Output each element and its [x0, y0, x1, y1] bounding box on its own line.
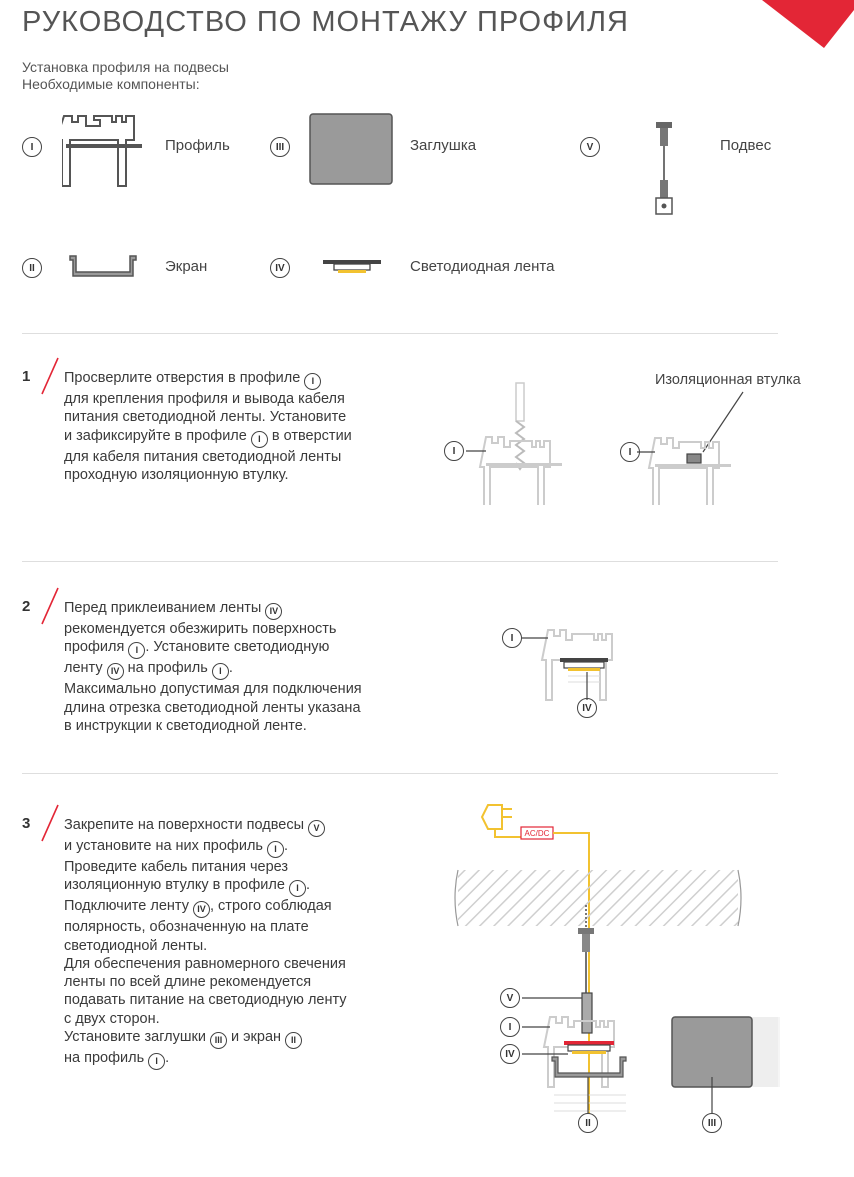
brand-corner-mark [754, 0, 854, 48]
step-text-line: длина отрезка светодиодной ленты указана [64, 699, 361, 716]
roman-marker-i: I [289, 880, 306, 897]
step-text-line: и экран [231, 1029, 282, 1046]
roman-marker-iii: III [210, 1032, 227, 1049]
step-text-line: Закрепите на поверхности подвесы [64, 817, 305, 833]
step-text-line: и зафиксируйте в профиле [64, 427, 247, 444]
step-2-accent-slash [38, 586, 64, 626]
intro-line-1: Установка профиля на подвесы [22, 59, 229, 75]
roman-marker-i: I [251, 431, 268, 448]
step-text-line: Перед приклеиванием ленты [64, 600, 262, 616]
step-3-assembly-diagram [440, 795, 780, 1145]
divider [22, 561, 778, 562]
step-3-text [64, 816, 347, 1070]
step-text-line: Для обеспечения равномерного свечения [64, 955, 346, 972]
roman-marker-i: I [267, 841, 284, 858]
step-1-number: 1 [22, 368, 31, 385]
intro-line-2: Необходимые компоненты: [22, 76, 200, 92]
step-text-line: подавать питание на светодиодную ленту [64, 992, 347, 1009]
roman-marker-iv: IV [500, 1044, 520, 1064]
power-supply-label: AC/DC [524, 829, 550, 838]
step-2-text [64, 599, 362, 735]
roman-marker-i: I [502, 628, 522, 648]
step-text-line: в инструкции к светодиодной ленте. [64, 717, 307, 734]
component-label-suspension: Подвес [720, 137, 772, 154]
roman-marker-i: I [22, 137, 42, 157]
component-label-screen: Экран [165, 258, 208, 275]
roman-marker-i: I [148, 1053, 165, 1070]
drill-bit-icon [516, 383, 524, 469]
step-text-line: для кабеля питания светодиодной ленты [64, 448, 342, 465]
step-text-line: , строго соблюдая [210, 898, 332, 915]
roman-marker-i: I [444, 441, 464, 461]
step-3-number: 3 [22, 815, 31, 832]
roman-marker-ii: II [285, 1032, 302, 1049]
roman-marker-i: I [304, 373, 321, 390]
power-plug-icon [482, 805, 521, 837]
component-label-end-cap: Заглушка [410, 137, 477, 154]
roman-marker-v: V [308, 820, 325, 837]
divider [22, 333, 778, 334]
step-text-line: светодиодной ленты. [64, 937, 208, 954]
profile-icon [62, 112, 146, 188]
roman-marker-iv: IV [265, 603, 282, 620]
bushing-callout-label: Изоляционная втулка [655, 372, 801, 388]
roman-marker-v: V [500, 988, 520, 1008]
led-strip-icon [322, 256, 382, 276]
step-text-line: и установите на них профиль [64, 838, 263, 854]
step-text-line: Подключите ленту [64, 898, 189, 915]
step-text-line: проходную изоляционную втулку. [64, 466, 289, 483]
step-text-line: . [284, 838, 289, 854]
roman-marker-i: I [500, 1017, 520, 1037]
divider [22, 773, 778, 774]
step-text-line: рекомендуется обезжирить поверхность [64, 621, 337, 637]
step-text-line: в отверстии [271, 427, 352, 444]
step-1-drilling-diagram [440, 375, 580, 505]
roman-marker-iii: III [702, 1113, 722, 1133]
step-text-line: . [165, 1050, 170, 1067]
step-text-line: ленту [64, 660, 103, 677]
step-text-line: изоляционную втулку в профиле [64, 877, 285, 894]
roman-marker-ii: II [22, 258, 42, 278]
step-2-number: 2 [22, 598, 31, 615]
step-text-line: ленты по всей длине рекомендуется [64, 974, 312, 991]
roman-marker-v: V [580, 137, 600, 157]
step-1-text [64, 369, 352, 484]
diffuser-screen-icon [66, 250, 140, 280]
roman-marker-iv: IV [107, 663, 124, 680]
intro [22, 59, 229, 93]
step-1-accent-slash [38, 356, 64, 396]
step-text-line: . [228, 660, 233, 677]
step-1-bushing-diagram [615, 380, 825, 505]
step-text-line: питания светодиодной ленты. Установите [64, 409, 347, 426]
roman-marker-i: I [212, 663, 229, 680]
roman-marker-iv: IV [193, 901, 210, 918]
step-text-line: профиля [64, 639, 125, 656]
step-text-line: на профиль [64, 1050, 145, 1067]
page-title: РУКОВОДСТВО ПО МОНТАЖУ ПРОФИЛЯ [22, 6, 629, 38]
roman-marker-iv: IV [577, 698, 597, 718]
step-text-line: с двух сторон. [64, 1010, 160, 1027]
roman-marker-i: I [128, 642, 145, 659]
step-text-line: . Установите светодиодную [145, 639, 330, 656]
step-text-line: для крепления профиля и вывода кабеля [64, 391, 345, 407]
step-3-accent-slash [38, 803, 64, 843]
end-cap-icon [309, 113, 393, 185]
ceiling-surface [458, 870, 738, 926]
component-label-led-strip: Светодиодная лента [410, 258, 555, 275]
step-text-line: Максимально допустимая для подключения [64, 681, 362, 698]
step-text-line: Проведите кабель питания через [64, 859, 289, 875]
step-text-line: . [305, 877, 310, 894]
roman-marker-iii: III [270, 137, 290, 157]
component-label-profile: Профиль [165, 137, 230, 154]
step-text-line: полярность, обозначенную на плате [64, 919, 309, 936]
step-text-line: Установите заглушки [64, 1029, 206, 1046]
step-text-line: на профиль [127, 660, 208, 677]
roman-marker-ii: II [578, 1113, 598, 1133]
end-cap-section [672, 1017, 752, 1087]
roman-marker-i: I [620, 442, 640, 462]
roman-marker-iv: IV [270, 258, 290, 278]
step-text-line: Просверлите отверстия в профиле [64, 370, 301, 386]
suspension-icon [650, 120, 678, 220]
